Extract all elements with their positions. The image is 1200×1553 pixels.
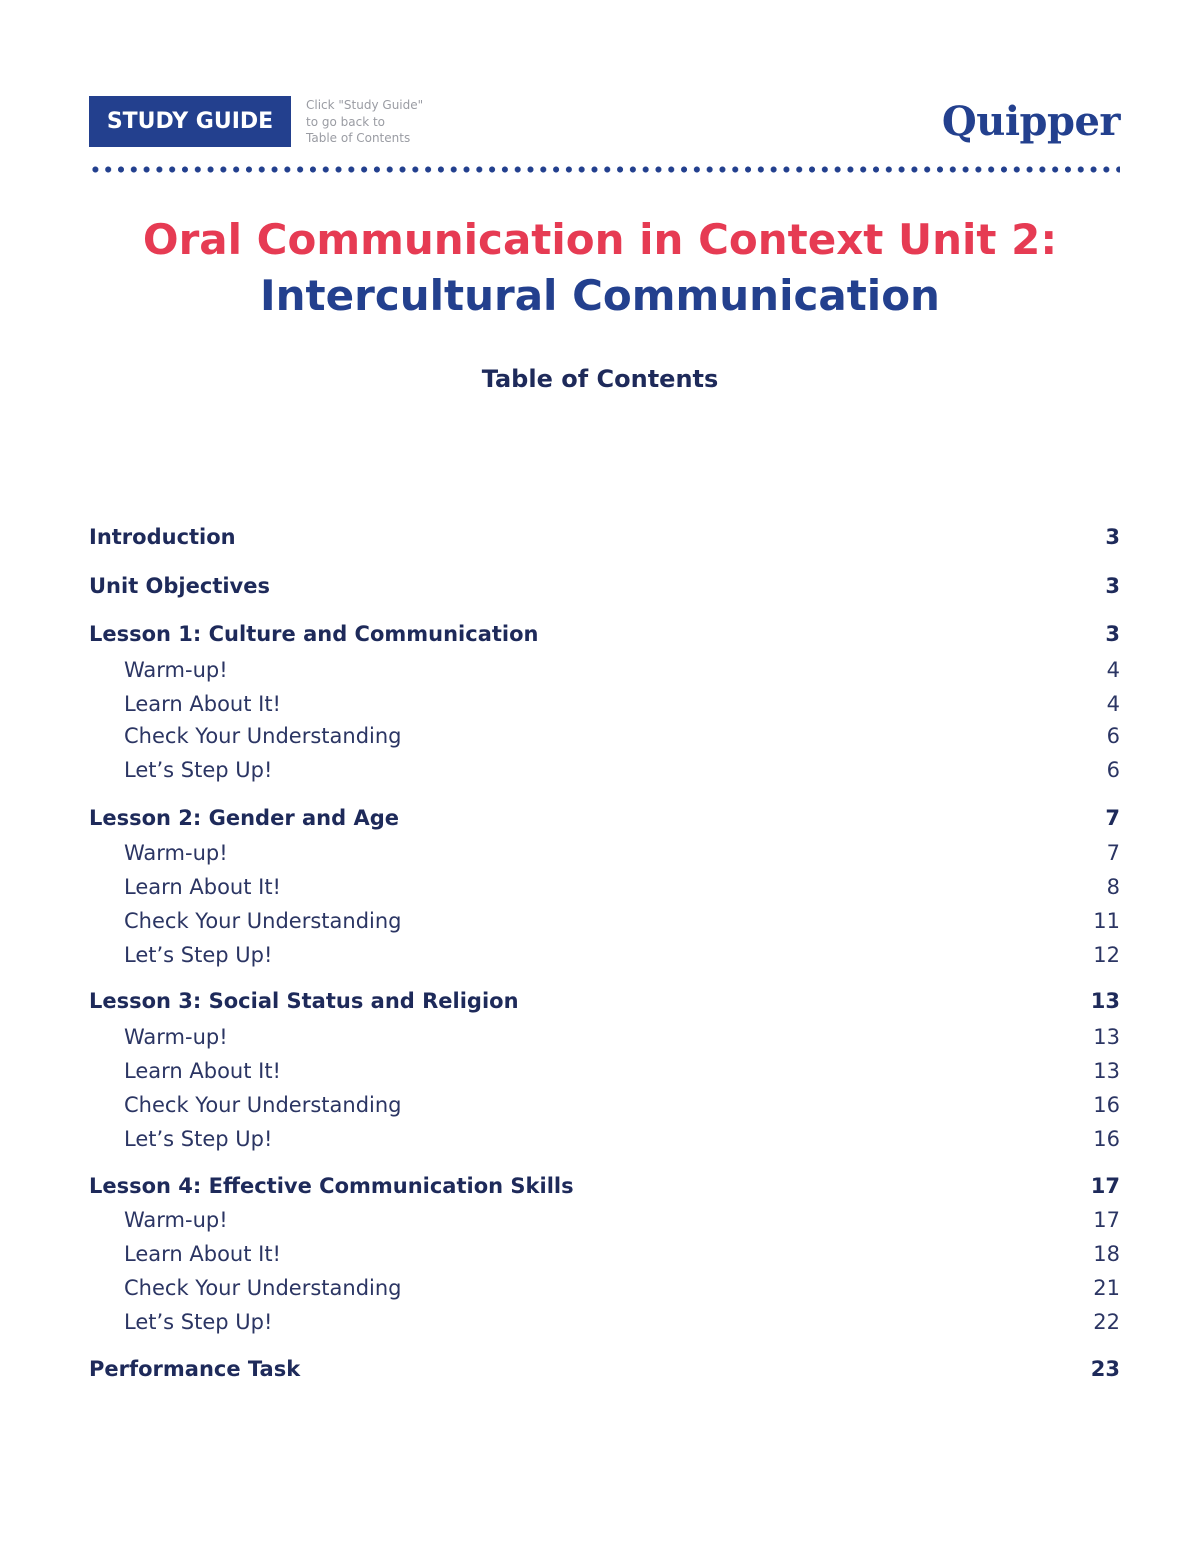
toc-subsection-link[interactable] bbox=[89, 719, 1120, 753]
toc-subsection-link[interactable] bbox=[89, 1020, 1120, 1054]
toc-page-number: 12 bbox=[1093, 943, 1120, 967]
toc-entry-label: Warm-up! bbox=[124, 1025, 228, 1049]
toc-page-number: 3 bbox=[1105, 622, 1120, 646]
toc-page-number: 7 bbox=[1105, 806, 1120, 830]
toc-page-number: 22 bbox=[1093, 1310, 1120, 1334]
toc-subsection-link[interactable] bbox=[89, 1305, 1120, 1339]
toc-subsection-link[interactable] bbox=[89, 904, 1120, 938]
hint-line: Table of Contents bbox=[306, 131, 411, 145]
toc-entry-label: Check Your Understanding bbox=[124, 1276, 402, 1300]
toc-entry-label: Check Your Understanding bbox=[124, 1093, 402, 1117]
toc-entry-label: Warm-up! bbox=[124, 841, 228, 865]
toc-section-link[interactable] bbox=[89, 801, 1120, 835]
toc-page-number: 6 bbox=[1106, 758, 1120, 782]
toc-entry-label: Performance Task bbox=[89, 1357, 301, 1381]
toc-subsection-link[interactable] bbox=[89, 870, 1120, 904]
toc-entry-label: Lesson 4: Effective Communication Skills bbox=[89, 1174, 574, 1198]
toc-page-number: 16 bbox=[1093, 1093, 1120, 1117]
quipper-logo: Quipper bbox=[941, 98, 1120, 145]
toc-page-number: 3 bbox=[1105, 525, 1120, 549]
toc-section-link[interactable] bbox=[89, 1169, 1120, 1203]
toc-entry-label: Learn About It! bbox=[124, 1059, 281, 1083]
toc-entry-label: Learn About It! bbox=[124, 692, 281, 716]
toc-page-number: 8 bbox=[1106, 875, 1120, 899]
toc-subsection-link[interactable] bbox=[89, 653, 1120, 687]
title-line-1: Oral Communication in Context Unit 2: bbox=[142, 215, 1058, 264]
toc-page-number: 6 bbox=[1106, 724, 1120, 748]
toc-entry-label: Let’s Step Up! bbox=[124, 1127, 273, 1151]
toc-page-number: 3 bbox=[1105, 574, 1120, 598]
table-of-contents bbox=[89, 0, 1120, 1553]
toc-page-number: 17 bbox=[1093, 1208, 1120, 1232]
toc-page-number: 21 bbox=[1093, 1276, 1120, 1300]
toc-heading: Table of Contents bbox=[481, 365, 719, 393]
toc-subsection-link[interactable] bbox=[89, 836, 1120, 870]
toc-page-number: 13 bbox=[1093, 1025, 1120, 1049]
toc-page-number: 17 bbox=[1090, 1174, 1120, 1198]
toc-section-link[interactable] bbox=[89, 617, 1120, 651]
toc-subsection-link[interactable] bbox=[89, 1088, 1120, 1122]
toc-entry-label: Lesson 2: Gender and Age bbox=[89, 806, 399, 830]
toc-page-number: 13 bbox=[1090, 989, 1120, 1013]
toc-entry-label: Check Your Understanding bbox=[124, 724, 402, 748]
study-guide-button[interactable]: STUDY GUIDE bbox=[89, 96, 291, 147]
toc-entry-label: Unit Objectives bbox=[89, 574, 270, 598]
hint-line: to go back to bbox=[306, 114, 386, 129]
toc-entry-label: Let’s Step Up! bbox=[124, 943, 273, 967]
toc-subsection-link[interactable] bbox=[89, 1237, 1120, 1271]
toc-page-number: 4 bbox=[1106, 692, 1120, 716]
toc-entry-label: Lesson 3: Social Status and Religion bbox=[89, 989, 519, 1013]
toc-page-number: 16 bbox=[1093, 1127, 1120, 1151]
toc-entry-label: Learn About It! bbox=[124, 875, 281, 899]
toc-subsection-link[interactable] bbox=[89, 1122, 1120, 1156]
toc-page-number: 4 bbox=[1106, 658, 1120, 682]
toc-entry-label: Introduction bbox=[89, 525, 236, 549]
toc-section-link[interactable] bbox=[89, 984, 1120, 1018]
toc-entry-label: Check Your Understanding bbox=[124, 909, 402, 933]
toc-section-link[interactable] bbox=[89, 1352, 1120, 1386]
toc-page-number: 7 bbox=[1106, 841, 1120, 865]
toc-subsection-link[interactable] bbox=[89, 938, 1120, 972]
title-line-2: Intercultural Communication bbox=[260, 271, 940, 320]
toc-entry-label: Warm-up! bbox=[124, 658, 228, 682]
toc-subsection-link[interactable] bbox=[89, 1054, 1120, 1088]
toc-entry-label: Let’s Step Up! bbox=[124, 758, 273, 782]
toc-entry-label: Lesson 1: Culture and Communication bbox=[89, 622, 539, 646]
toc-page-number: 18 bbox=[1093, 1242, 1120, 1266]
toc-entry-label: Let’s Step Up! bbox=[124, 1310, 273, 1334]
toc-page-number: 23 bbox=[1090, 1357, 1120, 1381]
toc-section-link[interactable] bbox=[89, 569, 1120, 603]
toc-page-number: 13 bbox=[1093, 1059, 1120, 1083]
toc-entry-label: Learn About It! bbox=[124, 1242, 281, 1266]
toc-page-number: 11 bbox=[1093, 909, 1120, 933]
hint-line: Click "Study Guide" bbox=[306, 98, 424, 112]
toc-subsection-link[interactable] bbox=[89, 687, 1120, 721]
toc-subsection-link[interactable] bbox=[89, 1271, 1120, 1305]
toc-subsection-link[interactable] bbox=[89, 1203, 1120, 1237]
toc-entry-label: Warm-up! bbox=[124, 1208, 228, 1232]
toc-section-link[interactable] bbox=[89, 520, 1120, 554]
toc-subsection-link[interactable] bbox=[89, 753, 1120, 787]
